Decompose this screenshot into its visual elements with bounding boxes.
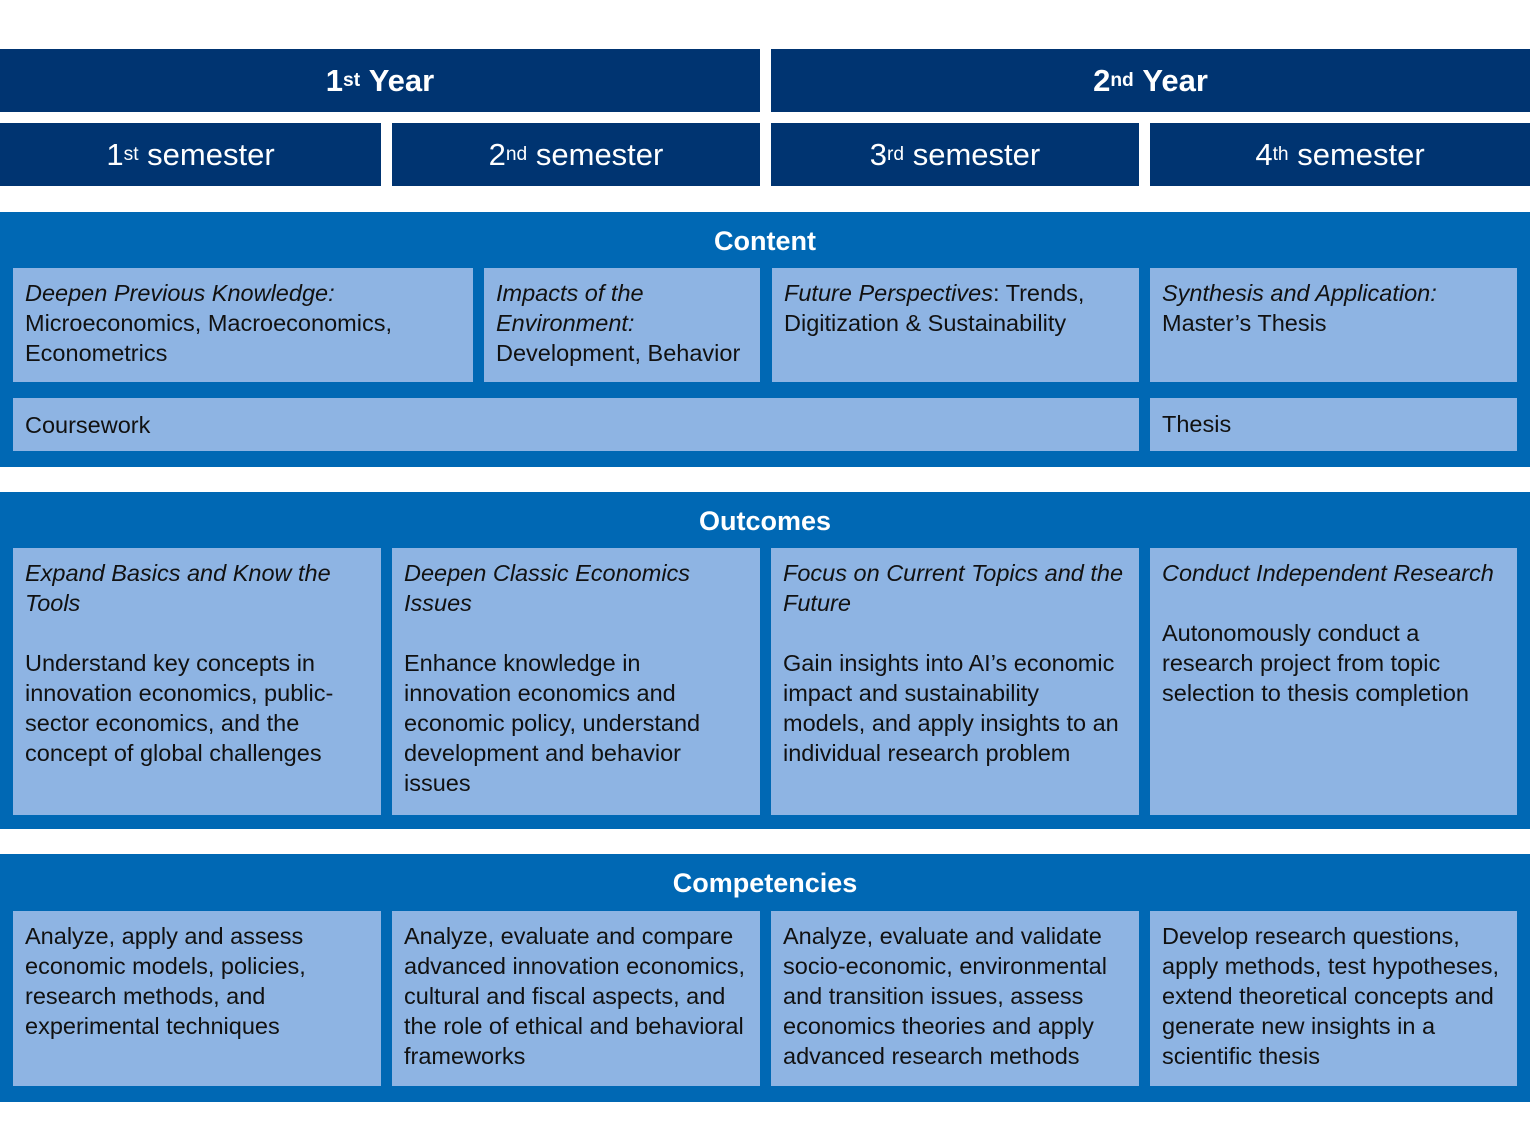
outcomes-title: Outcomes [698, 506, 832, 536]
year-1-word: Year [368, 62, 435, 98]
coursework-bar [13, 398, 1139, 451]
year-2-word: Year [1142, 62, 1208, 98]
semester-2-num: 2 [488, 136, 506, 172]
content-cell-1-heading: Deepen Previous Knowledge: [25, 280, 335, 306]
competency-cell-4 [1150, 911, 1517, 1086]
outcome-cell-3 [771, 548, 1139, 815]
semester-1-header: 1 st semester [0, 123, 381, 186]
semester-1-word: semester [147, 136, 275, 172]
competency-cell-2-text: Analyze, evaluate and compare advanced innovation economics, cultural and fiscal aspects, and the role of ethical and behavioral frameworks [404, 923, 745, 1069]
content-cell-3-heading: Future Perspectives [784, 280, 993, 306]
year-2-header: 2 nd Year [771, 49, 1530, 112]
competency-cell-4-text: Develop research questions, apply methods, test hypotheses, extend theoretical concepts and generate new insights in a scientific thesis [1162, 923, 1500, 1069]
outcome-cell-3-heading: Focus on Current Topics and the Future [783, 560, 1124, 616]
outcome-cell-2-heading: Deepen Classic Economics Issues [404, 560, 691, 616]
semester-4-word: semester [1297, 136, 1425, 172]
coursework-label: Coursework [25, 412, 151, 438]
content-cell-4-text: Master’s Thesis [1162, 310, 1327, 336]
content-title: Content [714, 226, 816, 256]
year-2-num: 2 [1093, 62, 1111, 98]
semester-4-num: 4 [1255, 136, 1273, 172]
competency-cell-2 [392, 911, 760, 1086]
content-cell-2-heading: Impacts of the Environment: [496, 280, 644, 336]
outcome-cell-2 [392, 548, 760, 815]
competency-cell-1 [13, 911, 381, 1086]
year-1-num: 1 [325, 62, 344, 98]
content-cell-4 [1150, 268, 1517, 382]
outcome-cell-4-heading: Conduct Independent Research [1162, 560, 1494, 586]
semester-3-header: 3 rd semester [771, 123, 1139, 186]
semester-2-word: semester [535, 136, 664, 172]
thesis-bar [1150, 398, 1517, 451]
year-1-header: 1 st Year [0, 49, 760, 112]
outcome-cell-1-heading: Expand Basics and Know the Tools [25, 560, 331, 616]
competency-cell-3 [771, 911, 1139, 1086]
outcome-cell-4-text: Autonomously conduct a research project from topic selection to thesis completion [1162, 620, 1469, 706]
outcome-cell-1-text: Understand key concepts in innovation economics, public-sector economics, and the concept of global challenges [25, 650, 334, 766]
semester-1-num: 1 [106, 136, 124, 172]
content-cell-3 [772, 268, 1139, 382]
outcome-cell-3-text: Gain insights into AI’s economic impact and sustainability models, and apply insights to an individual research problem [783, 650, 1119, 766]
content-cell-1 [13, 268, 473, 382]
competency-cell-3-text: Analyze, evaluate and validate socio-economic, environmental and transition issues, assess economics theories and apply advanced research methods [783, 923, 1107, 1069]
content-cell-2 [484, 268, 760, 382]
outcome-cell-1 [13, 548, 381, 815]
semester-3-word: semester [912, 136, 1041, 172]
competency-cell-1-text: Analyze, apply and assess economic models, policies, research methods, and experimental techniques [25, 923, 306, 1039]
outcome-cell-4 [1150, 548, 1517, 815]
semester-4-header: 4 th semester [1150, 123, 1530, 186]
content-cell-1-text: Microeconomics, Macroeconomics, Econometrics [25, 310, 392, 366]
semester-2-header: 2 nd semester [392, 123, 760, 186]
outcome-cell-2-text: Enhance knowledge in innovation economics and economic policy, understand development and behavior issues [404, 650, 701, 796]
content-cell-3-text: : Trends, Digitization & Sustainability [784, 280, 1085, 336]
content-cell-4-heading: Synthesis and Application: [1162, 280, 1437, 306]
thesis-label: Thesis [1162, 411, 1232, 437]
content-cell-2-text: Development, Behavior [496, 340, 741, 366]
semester-3-num: 3 [869, 136, 888, 172]
competencies-title: Competencies [672, 868, 858, 898]
